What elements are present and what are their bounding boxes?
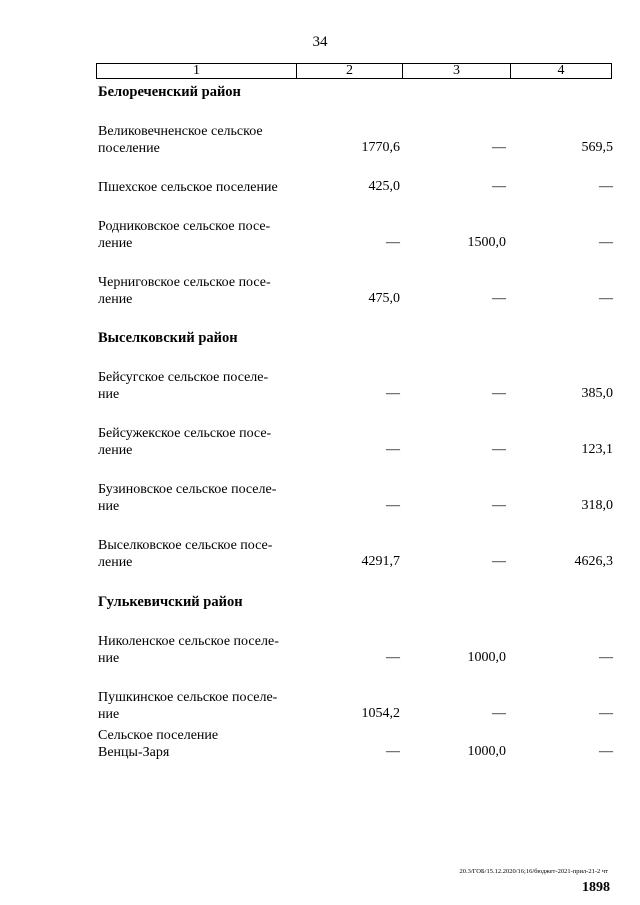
row-value-col3: — (492, 554, 506, 569)
section-title: Выселковский район (98, 330, 238, 346)
row-value-col4: 318,0 (581, 498, 613, 513)
header-col-1: 1 (97, 64, 297, 78)
row-value-col3: — (492, 291, 506, 306)
row-name: Бейсугское сельское поселе- ние (98, 370, 269, 402)
row-value-col3: — (492, 140, 506, 155)
row-value-col4: 123,1 (581, 442, 613, 457)
row-name: Пшехское сельское поселение (98, 180, 278, 195)
row-value-col2: 4291,7 (361, 554, 400, 569)
row-value-col2: 425,0 (368, 179, 400, 194)
row-value-col2: — (386, 744, 400, 759)
row-value-col4: — (599, 650, 613, 665)
row-value-col3: 1000,0 (467, 744, 506, 759)
row-name: Бузиновское сельское поселе- ние (98, 482, 277, 514)
row-value-col4: 4626,3 (574, 554, 613, 569)
row-value-col4: — (599, 235, 613, 250)
row-value-col3: — (492, 706, 506, 721)
row-value-col4: — (599, 179, 613, 194)
row-value-col2: — (386, 235, 400, 250)
row-name: Пушкинское сельское поселе- ние (98, 690, 278, 722)
row-value-col2: — (386, 498, 400, 513)
row-value-col2: 475,0 (368, 291, 400, 306)
page-number: 34 (312, 34, 328, 50)
row-name: Выселковское сельское посе- ление (98, 538, 273, 570)
row-name: Николенское сельское поселе- ние (98, 634, 279, 666)
section-title: Гулькевичский район (98, 594, 243, 610)
row-name: Бейсужекское сельское посе- ление (98, 426, 272, 458)
header-col-3: 3 (403, 64, 511, 78)
document-code: 20.3/ГОБ/15.12.2020/16;16/бюджет-2021-прил-21-2 чт (459, 868, 608, 875)
row-name: Сельское поселение Венцы-Заря (98, 728, 219, 760)
row-value-col3: 1000,0 (467, 650, 506, 665)
table-header-row (96, 63, 612, 79)
header-col-2: 2 (297, 64, 403, 78)
section-title: Белореченский район (98, 84, 241, 100)
row-value-col4: — (599, 291, 613, 306)
row-value-col3: — (492, 179, 506, 194)
row-value-col4: — (599, 744, 613, 759)
row-value-col4: 385,0 (581, 386, 613, 401)
row-value-col2: — (386, 386, 400, 401)
sheet-number: 1898 (582, 880, 610, 895)
row-value-col3: — (492, 386, 506, 401)
row-value-col2: 1770,6 (361, 140, 400, 155)
row-name: Великовечненское сельское поселение (98, 124, 263, 156)
row-value-col4: 569,5 (581, 140, 613, 155)
header-col-4: 4 (557, 63, 565, 78)
row-name: Черниговское сельское посе- ление (98, 275, 271, 307)
row-value-col4: — (599, 706, 613, 721)
row-value-col2: — (386, 650, 400, 665)
row-name: Родниковское сельское посе- ление (98, 219, 271, 251)
row-value-col3: — (492, 498, 506, 513)
row-value-col3: — (492, 442, 506, 457)
row-value-col2: — (386, 442, 400, 457)
row-value-col2: 1054,2 (361, 706, 400, 721)
row-value-col3: 1500,0 (467, 235, 506, 250)
